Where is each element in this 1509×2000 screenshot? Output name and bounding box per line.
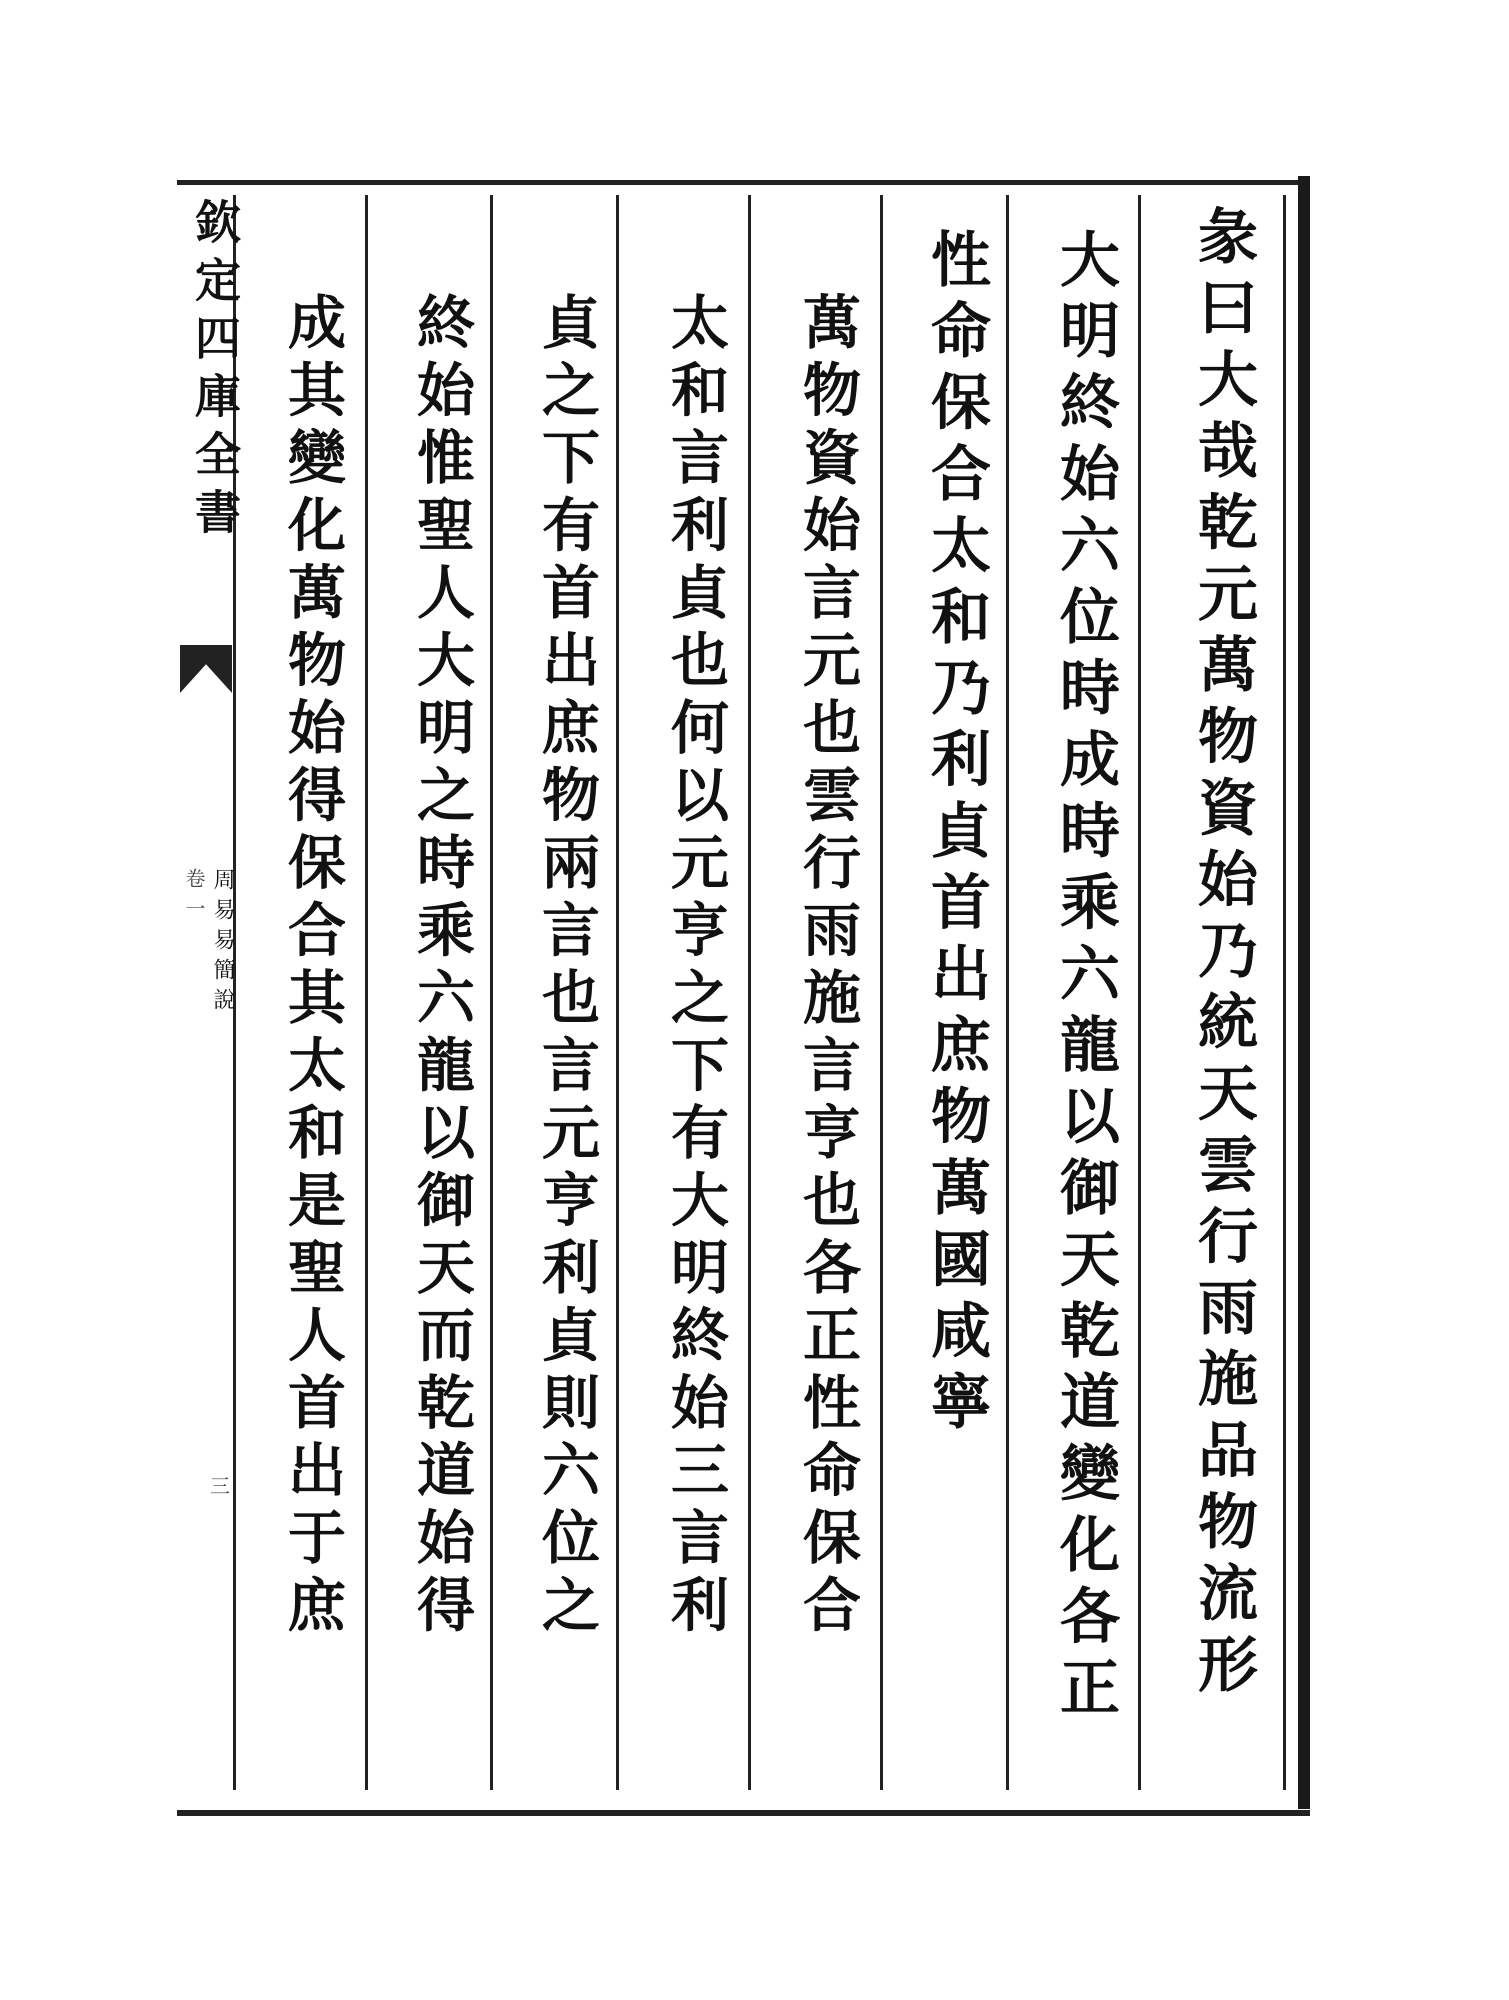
text-column-1: 彖曰大哉乾元萬物資始乃統天雲行雨施品物流形 [1188,205,1258,1705]
commentary-column-5: 太和言利貞也何以元亨之下有大明終始三言利 [661,292,729,1642]
column-rule [616,195,619,1790]
collection-title: 欽定四庫全書 [188,198,242,546]
column-rule [748,195,751,1790]
book-title: 周易易簡說 [210,868,235,1018]
column-rule [365,195,368,1790]
commentary-column-4: 萬物資始言元也雲行雨施言亨也各正性命保合 [793,292,861,1642]
commentary-column-8: 成其變化萬物始得保合其太和是聖人首出于庶 [278,292,346,1642]
page-number: 三 [210,1474,230,1498]
commentary-column-7: 終始惟聖人大明之時乘六龍以御天而乾道始得 [407,292,475,1642]
commentary-column-6: 貞之下有首出庶物兩言也言元亨利貞則六位之 [532,292,600,1642]
column-rule [1006,195,1009,1790]
frame-right-border [1298,176,1310,1809]
column-rule [1283,195,1286,1790]
column-rule [1138,195,1141,1790]
text-column-2: 大明終始六位時成時乘六龍以御天乾道變化各正 [1050,228,1120,1728]
column-rule [490,195,493,1790]
volume-label: 卷一 [182,868,206,928]
column-rule [880,195,883,1790]
text-column-3: 性命保合太和乃利貞首出庶物萬國咸寧 [921,228,991,1442]
